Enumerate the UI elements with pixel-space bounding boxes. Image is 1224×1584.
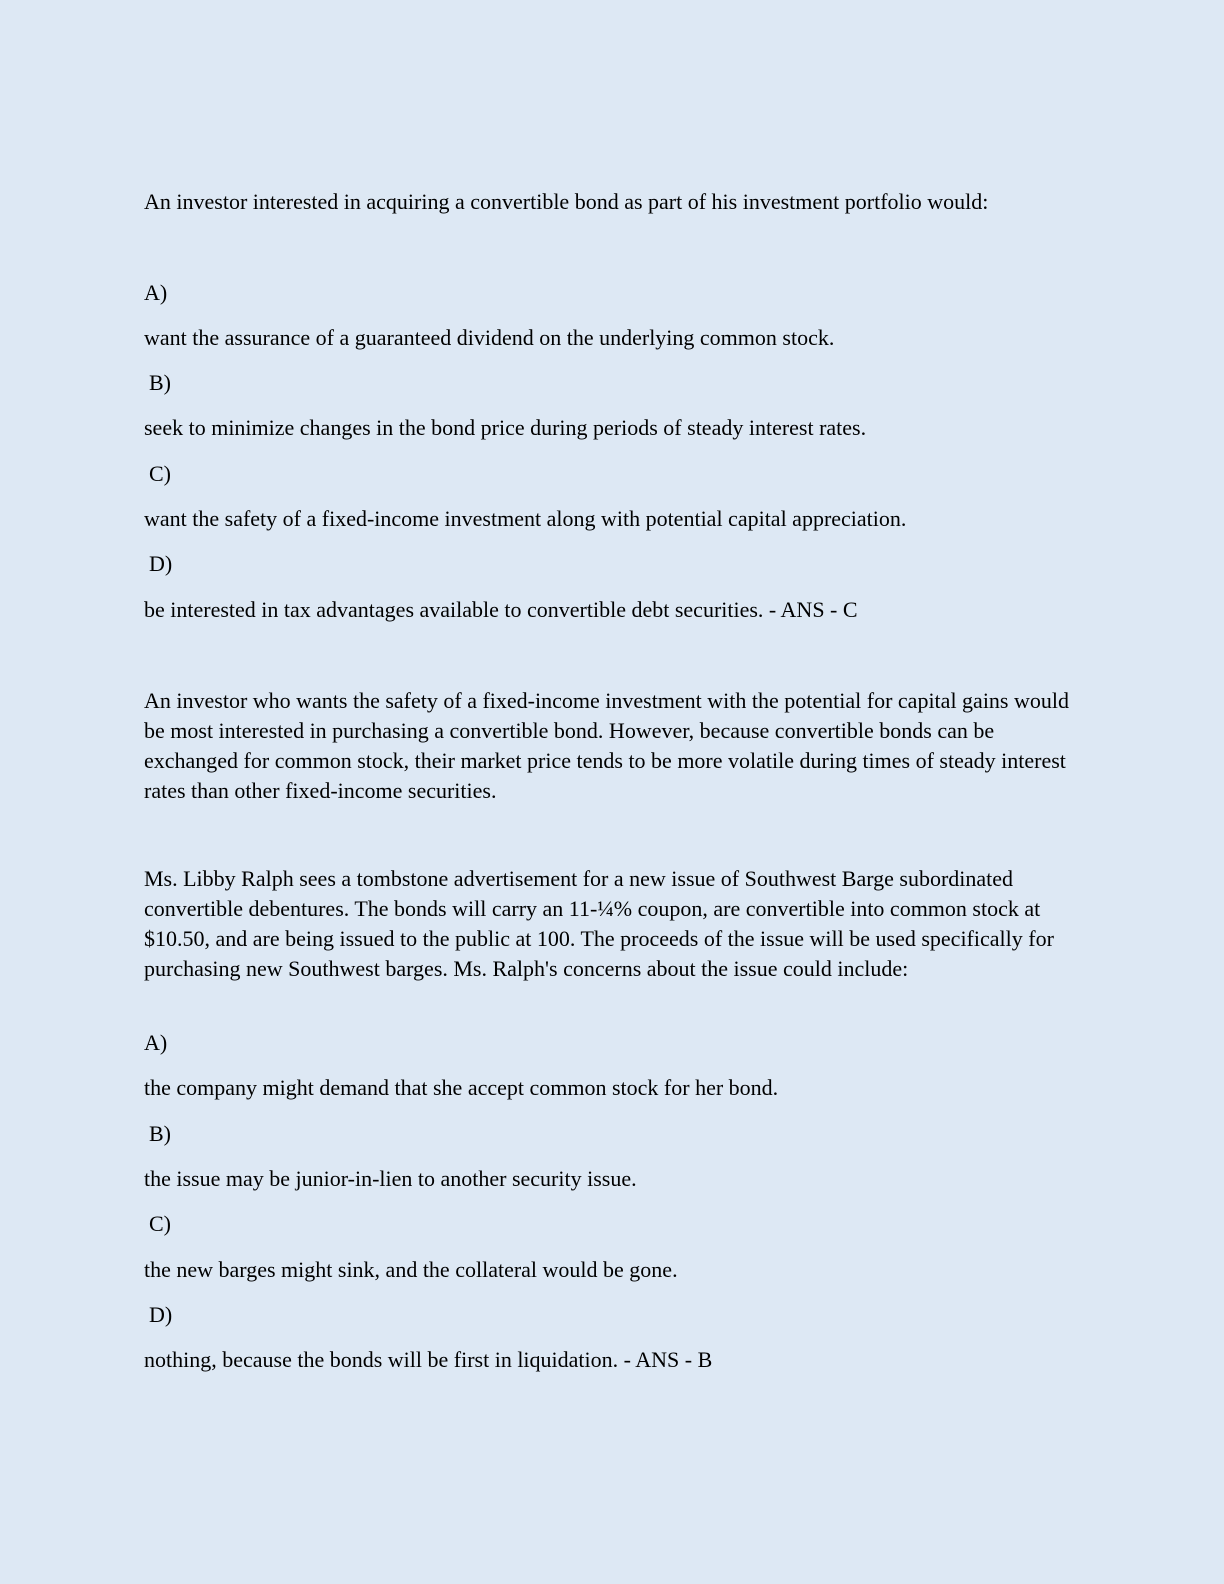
q2-option-c-text: the new barges might sink, and the collateral would be gone. bbox=[144, 1257, 678, 1282]
q2-option-a-label: A) bbox=[144, 1030, 168, 1055]
q1-option-b-text: seek to minimize changes in the bond price during periods of steady interest rates. bbox=[144, 415, 867, 440]
q2-option-d-text: nothing, because the bonds will be first in liquidation. - ANS - B bbox=[144, 1347, 713, 1372]
q2-option-c-label: C) bbox=[149, 1211, 171, 1236]
q1-explanation: An investor who wants the safety of a fixed-income investment with the potential for capital gains would be most interested in purchasing a convertible bond. However, because convertible bonds can be exchanged for common stock, their market price tends to be more volatile during times of steady interest rates than other fixed-income securities. bbox=[144, 688, 1069, 803]
q1-option-a-label: A) bbox=[144, 280, 168, 305]
q1-option-d-label: D) bbox=[149, 551, 173, 576]
q1-option-b-label: B) bbox=[149, 370, 171, 395]
q1-option-c-label: C) bbox=[149, 461, 171, 486]
q2-option-b-text: the issue may be junior-in-lien to another security issue. bbox=[144, 1166, 637, 1191]
q1-option-c-text: want the safety of a fixed-income investment along with potential capital appreciation. bbox=[144, 506, 907, 531]
question-1-text: An investor interested in acquiring a convertible bond as part of his investment portfolio would: bbox=[144, 189, 989, 214]
question-2-text: Ms. Libby Ralph sees a tombstone advertisement for a new issue of Southwest Barge subordinated convertible debentures. The bonds will carry an 11-¼% coupon, are convertible into common stock at $10.50, and are being issued to the public at 100. The proceeds of the issue will be used specifically for purchasing new Southwest barges. Ms. Ralph's concerns about the issue could include: bbox=[144, 866, 1054, 981]
q1-option-d-text: be interested in tax advantages available to convertible debt securities. - ANS - C bbox=[144, 597, 858, 622]
q2-option-b-label: B) bbox=[149, 1121, 171, 1146]
q1-option-a-text: want the assurance of a guaranteed dividend on the underlying common stock. bbox=[144, 325, 835, 350]
q2-option-a-text: the company might demand that she accept common stock for her bond. bbox=[144, 1075, 779, 1100]
q2-option-d-label: D) bbox=[149, 1302, 173, 1327]
